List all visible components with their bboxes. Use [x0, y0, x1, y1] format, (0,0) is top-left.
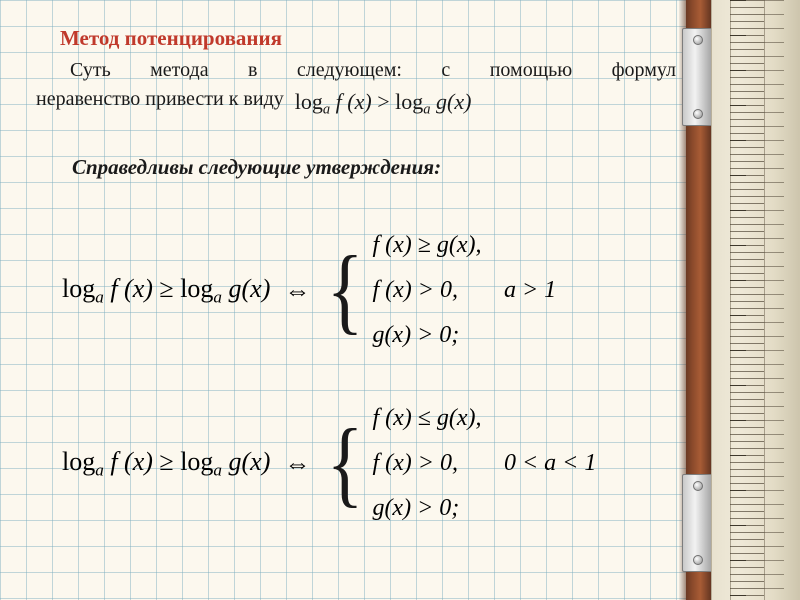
statement-1-system-rows [372, 232, 556, 349]
system-row [372, 277, 556, 304]
left-curly-brace-icon: { [326, 409, 364, 517]
statement-2-system [322, 405, 596, 522]
statement-2-arg-right: g(x) [228, 446, 271, 476]
system-row [372, 405, 596, 432]
intro-formula-log-left: log [294, 89, 323, 114]
statement-1-log-left: log [62, 273, 96, 303]
statement-1-row-3-expr: g(x) > 0; [372, 322, 460, 348]
system-row [372, 322, 556, 349]
ruler [711, 0, 800, 600]
statement-1-lhs [62, 274, 270, 307]
screw-icon [693, 555, 703, 565]
intro-formula-log-right: log [395, 89, 424, 114]
statement-1-log-right: log [180, 273, 214, 303]
statement-1-row-2-expr: f (x) > 0, [372, 277, 458, 303]
intro-formula-relation: > [377, 89, 390, 114]
binder-clip-top [682, 28, 714, 126]
statement-1-system [322, 232, 556, 349]
binder-clip-bottom [682, 474, 714, 572]
statement-2-row-3-expr: g(x) > 0; [372, 495, 460, 521]
intro-line-2: неравенство привести к виду [36, 88, 284, 110]
statement-2-system-rows [372, 405, 596, 522]
intro-line-2-wrapper [36, 85, 676, 121]
screw-icon [693, 481, 703, 491]
intro-formula [295, 86, 472, 121]
statement-block-1 [62, 232, 556, 349]
statement-2-row-1-expr: f (x) ≤ g(x), [372, 405, 482, 431]
statement-1-base-left: a [95, 287, 104, 307]
intro-line-1: Суть метода в следующем: с помощью формул [70, 59, 676, 81]
statement-2-equivalence-sign: ⇔ [284, 448, 311, 478]
intro-formula-base-right: a [423, 101, 431, 118]
ruler-ticks-secondary [764, 0, 784, 600]
statement-2-arg-left: f (x) [110, 446, 153, 476]
screw-icon [693, 35, 703, 45]
statement-1-equivalence-sign: ⇔ [284, 275, 311, 305]
statement-1-row-1-expr: f (x) ≥ g(x), [372, 232, 482, 258]
intro-paragraph [36, 56, 676, 121]
intro-formula-arg-right: g(x) [436, 89, 472, 114]
statement-1-base-right: a [213, 287, 222, 307]
subtitle: Справедливы следующие утверждения: [72, 155, 442, 179]
statement-2-lhs [62, 447, 270, 480]
intro-formula-arg-left: f (x) [335, 89, 372, 114]
page-title: Метод потенцирования [60, 26, 282, 50]
statement-2-base-left: a [95, 460, 104, 480]
statement-1-arg-right: g(x) [228, 273, 271, 303]
statement-1-relation: ≥ [159, 273, 174, 303]
statement-2-log-left: log [62, 446, 96, 476]
statement-block-2 [62, 405, 596, 522]
statement-2-log-right: log [180, 446, 214, 476]
statement-2-base-right: a [213, 460, 222, 480]
left-curly-brace-icon: { [326, 236, 364, 344]
statement-1-arg-left: f (x) [110, 273, 153, 303]
statement-2-row-2-expr: f (x) > 0, [372, 450, 458, 476]
intro-formula-base-left: a [322, 101, 331, 118]
statement-2-relation: ≥ [159, 446, 174, 476]
system-row [372, 495, 596, 522]
statement-2-row-2-note: 0 < a < 1 [503, 450, 597, 476]
statement-1-row-2-note: a > 1 [503, 277, 557, 303]
screw-icon [693, 109, 703, 119]
system-row [372, 450, 596, 477]
system-row [372, 232, 556, 259]
ruler-ticks-major [730, 0, 746, 600]
